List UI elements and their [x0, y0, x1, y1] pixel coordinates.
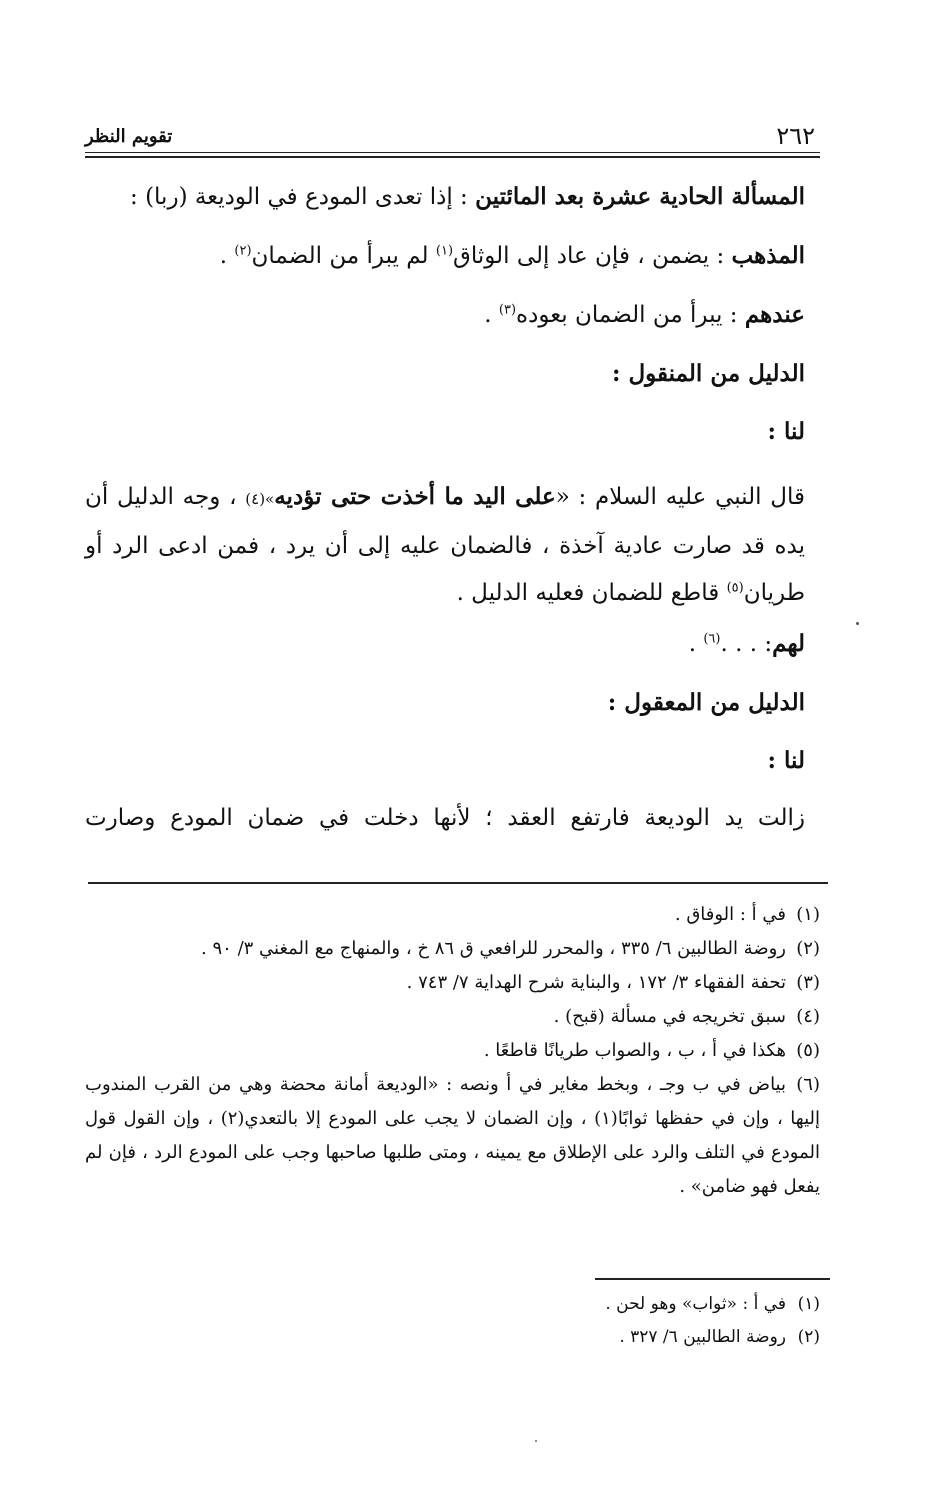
subfootnote-number: (٢) [797, 1327, 820, 1347]
running-title: تقويم النظر [85, 126, 173, 147]
para-text: ، وجه الدليل أن يده قد صارت عادية آخذة ، فالضمان عليه إلى أن يرد ، فمن ادعى الرد أو طريان [85, 484, 805, 606]
issue-line [85, 180, 805, 214]
subfootnote-number: (١) [797, 1294, 820, 1314]
footnote-separator [88, 882, 828, 884]
subfootnote-text: روضة الطالبين ٦/ ٣٢٧ . [619, 1327, 786, 1347]
subfootnote-separator [595, 1278, 830, 1280]
madhhab-line [85, 239, 805, 273]
footnote-text: تحفة الفقهاء ٣/ ١٧٢ ، والبناية شرح الهداية ٧/ ٧٤٣ . [406, 972, 786, 993]
footnote-ref: (١) [435, 243, 454, 259]
lahum-text: : . . . [720, 631, 773, 657]
rational-heading: الدليل من المعقول : [607, 689, 805, 716]
punctuation: . [688, 631, 704, 657]
header-rule [85, 152, 820, 153]
scan-speck [856, 622, 859, 625]
header-rule-thick [85, 156, 820, 158]
footnote-text: هكذا في أ ، ب ، والصواب طريانًا قاطعًا . [483, 1040, 786, 1061]
footnote-item [85, 1000, 820, 1034]
footnote-item [85, 898, 820, 932]
scan-speck [535, 1440, 537, 1442]
transmitted-heading: الدليل من المنقول : [611, 360, 805, 387]
footnote-ref: (٦) [703, 631, 721, 647]
madhhab-text-2: لم يبرأ من الضمان [251, 243, 429, 269]
footnote-item [85, 966, 820, 1000]
madhhab-text: : يضمن ، فإن عاد إلى الوثاق [453, 243, 725, 269]
para-start: قال النبي عليه السلام : « [555, 484, 806, 510]
lana-heading-2: لنا : [767, 747, 805, 774]
punctuation: . [219, 243, 235, 269]
footnote-text: بياض في ب وجـ ، وبخط مغاير في أ ونصه : «الوديعة أمانة محضة وهي من القرب المندوب إليها ، وإن في حفظها ثوابًا(١) ، وإن الضمان لا يجب على المودع إلا بالتعدي(٢) ، وإن القول قول المودع في التلف والرد على الإطلاق مع يمينه ، ومتى طلبها صاحبها وجب على المودع الرد ، فإن لم يفعل فهو ضامن» . [85, 1074, 820, 1197]
footnote-ref: (٢) [234, 243, 252, 259]
punctuation: . [484, 302, 499, 328]
subfootnote-text: في أ : «ثواب» وهو لحن . [605, 1294, 786, 1314]
indahum-line [85, 298, 805, 332]
subfootnotes [85, 1288, 820, 1354]
issue-heading: المسألة الحادية عشرة بعد المائتين [475, 183, 805, 210]
footnote-text: سبق تخريجه في مسألة (قبح) . [553, 1006, 786, 1027]
indahum-text: : يبرأ من الضمان بعوده [516, 302, 738, 328]
subfootnote-item [85, 1288, 820, 1321]
page-number: ٢٦٢ [776, 122, 815, 150]
lahum-line [85, 627, 805, 661]
footnote-ref: »(٤) [245, 490, 275, 508]
footnote-item [85, 1068, 820, 1204]
lana-heading: لنا : [767, 418, 805, 445]
footnote-text: روضة الطالبين ٦/ ٣٣٥ ، والمحرر للرافعي ق ٨٦ خ ، والمنهاج مع المغني ٣/ ٩٠ . [201, 938, 786, 959]
indahum-label: عندهم [744, 301, 805, 328]
hadith-quote: على اليد ما أخذت حتى تؤديه [274, 483, 556, 510]
issue-text: : إذا تعدى المودع في الوديعة (ربا) : [130, 184, 468, 210]
footnote-number: (٦) [796, 1074, 820, 1095]
footnote-ref: (٥) [726, 580, 744, 596]
footnote-item [85, 932, 820, 966]
footnote-number: (٢) [796, 938, 820, 959]
footnote-number: (٤) [796, 1006, 820, 1027]
footnote-item [85, 1034, 820, 1068]
footnote-number: (٣) [796, 972, 820, 993]
footnotes [85, 898, 820, 1204]
main-text [85, 180, 805, 835]
footnote-ref: (٣) [498, 302, 517, 318]
footnote-number: (١) [796, 904, 820, 925]
subfootnote-item [85, 1321, 820, 1354]
hadith-paragraph [85, 473, 805, 617]
madhhab-label: المذهب [731, 242, 805, 269]
footnote-text: في أ : الوفاق . [674, 904, 786, 925]
lahum-label: لهم [772, 630, 805, 657]
last-line: زالت يد الوديعة فارتفع العقد ؛ لأنها دخلت في ضمان المودع وصارت [85, 805, 805, 831]
footnote-number: (٥) [796, 1040, 820, 1061]
para-text-end: قاطع للضمان فعليه الدليل . [456, 580, 727, 606]
